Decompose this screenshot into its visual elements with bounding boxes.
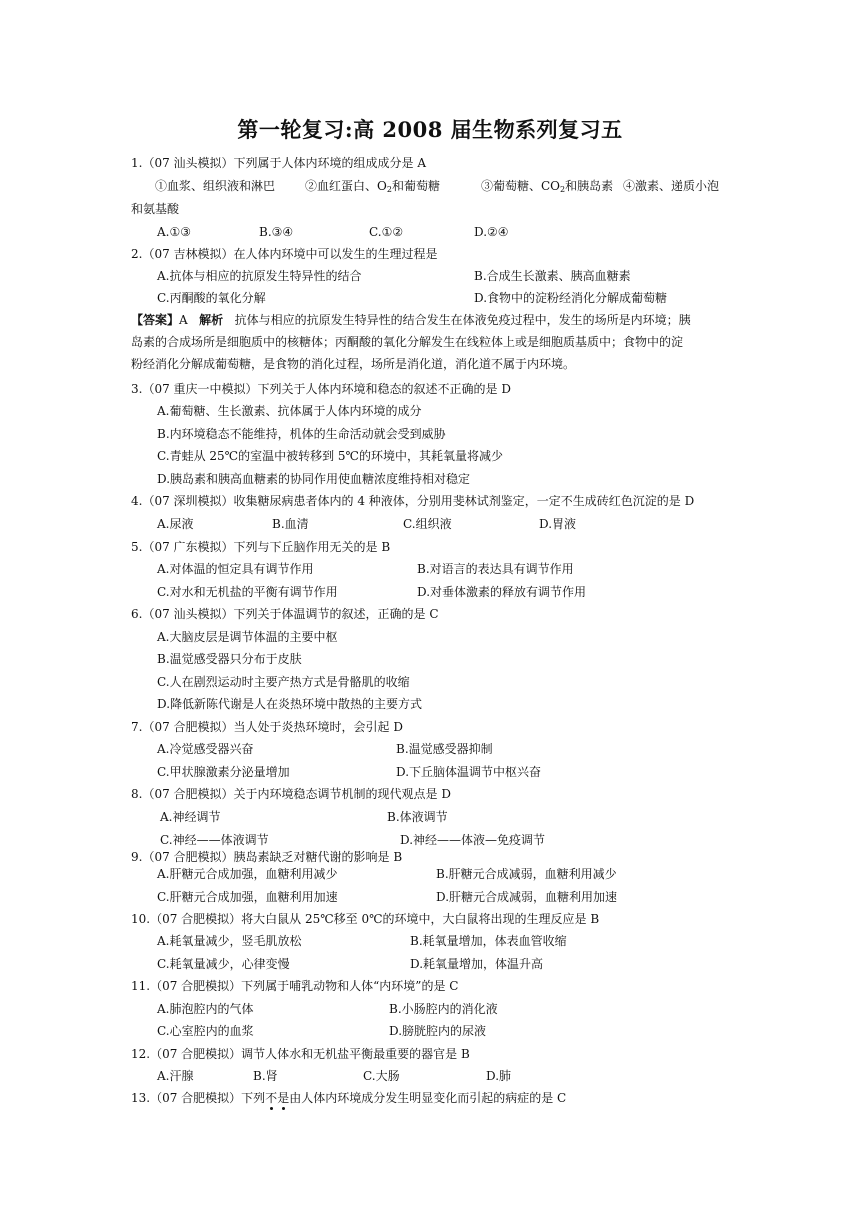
q5-stem: 5.（07 广东模拟）下列与下丘脑作用无关的是 B <box>131 540 391 554</box>
q9-choice-c: C.肝糖元合成加强，血糖利用加速 <box>157 890 338 904</box>
q6-choice-d: D.降低新陈代谢是人在炎热环境中散热的主要方式 <box>157 697 423 711</box>
q2-choice-b: B.合成生长激素、胰高血糖素 <box>474 269 631 283</box>
q2-stem: 2.（07 吉林模拟）在人体内环境中可以发生的生理过程是 <box>131 247 438 261</box>
q1-choice-a: A.①③ <box>157 225 191 239</box>
q1-choice-c: C.①② <box>369 225 404 239</box>
q12-stem: 12.（07 合肥模拟）调节人体水和无机盐平衡最重要的器官是 B <box>131 1047 470 1061</box>
q10-stem: 10.（07 合肥模拟）将大白鼠从 25℃移至 0℃的环境中，大白鼠将出现的生理反应是 B <box>131 912 600 926</box>
q7-stem: 7.（07 合肥模拟）当人处于炎热环境时，会引起 D <box>131 720 403 734</box>
q11-choice-d: D.膀胱腔内的尿液 <box>389 1024 487 1038</box>
q6-stem: 6.（07 汕头模拟）下列关于体温调节的叙述，正确的是 C <box>131 607 439 621</box>
q10-choice-c: C.耗氧量减少，心律变慢 <box>157 957 290 971</box>
q7-choice-d: D.下丘脑体温调节中枢兴奋 <box>396 765 542 779</box>
q8-choice-b: B.体液调节 <box>387 810 448 824</box>
q8-choice-c: C.神经——体液调节 <box>160 833 269 847</box>
q2-analysis-line-3: 粉经消化分解成葡萄糖，是食物的消化过程，场所是消化道，消化道不属于内环境。 <box>131 357 576 371</box>
q9-choice-b: B.肝糖元合成减弱，血糖利用减少 <box>436 867 617 881</box>
q6-choice-b: B.温觉感受器只分布于皮肤 <box>157 652 302 666</box>
q9-choice-d: D.肝糖元合成减弱，血糖利用加速 <box>436 890 618 904</box>
q3-choice-b: B.内环境稳态不能维持，机体的生命活动就会受到威胁 <box>157 427 446 441</box>
q8-stem: 8.（07 合肥模拟）关于内环境稳态调节机制的现代观点是 D <box>131 787 451 801</box>
emphasis-dot-1: 不 <box>265 1091 278 1105</box>
q9-choice-a: A.肝糖元合成加强，血糖利用减少 <box>157 867 338 881</box>
q5-choice-c: C.对水和无机盐的平衡有调节作用 <box>157 585 338 599</box>
q2-choice-d: D.食物中的淀粉经消化分解成葡萄糖 <box>474 291 668 305</box>
q2-choice-c: C.丙酮酸的氧化分解 <box>157 291 266 305</box>
page-title: 第一轮复习:高 2008 届生物系列复习五 <box>237 117 623 142</box>
q12-choice-c: C.大肠 <box>363 1069 400 1083</box>
q2-analysis-line-2: 岛素的合成场所是细胞质中的核糖体；丙酮酸的氧化分解发生在线粒体上或是细胞质基质中；食物中的淀 <box>131 335 684 349</box>
q3-choice-a: A.葡萄糖、生长激素、抗体属于人体内环境的成分 <box>157 404 422 418</box>
q3-choice-d: D.胰岛素和胰高血糖素的协同作用使血糖浓度维持相对稳定 <box>157 472 471 486</box>
q2-choice-a: A.抗体与相应的抗原发生特异性的结合 <box>157 269 362 283</box>
q3-choice-c: C.青蛙从 25℃的室温中被转移到 5℃的环境中，其耗氧量将减少 <box>157 449 503 463</box>
q6-choice-c: C.人在剧烈运动时主要产热方式是骨骼肌的收缩 <box>157 675 410 689</box>
q4-choice-c: C.组织液 <box>403 517 452 531</box>
q1-option-1: ①血浆、组织液和淋巴 <box>155 179 276 193</box>
q6-choice-a: A.大脑皮层是调节体温的主要中枢 <box>157 630 338 644</box>
q1-option-2: ②血红蛋白、$O_2$和葡萄糖 <box>305 179 440 194</box>
q7-choice-a: A.冷觉感受器兴奋 <box>157 742 254 756</box>
q11-choice-a: A.肺泡腔内的气体 <box>157 1002 254 1016</box>
q11-choice-c: C.心室腔内的血浆 <box>157 1024 254 1038</box>
q9-stem: 9.（07 合肥模拟）胰岛素缺乏对糖代谢的影响是 B <box>131 850 403 864</box>
q12-choice-a: A.汗腺 <box>157 1069 194 1083</box>
q5-choice-a: A.对体温的恒定具有调节作用 <box>157 562 314 576</box>
q5-choice-b: B.对语言的表达具有调节作用 <box>417 562 574 576</box>
q1-option-3: ③葡萄糖、$CO_2$和胰岛素 <box>481 179 614 194</box>
q4-choice-d: D.胃液 <box>539 517 577 531</box>
q1-choice-b: B.③④ <box>259 225 294 239</box>
q11-stem: 11.（07 合肥模拟）下列属于哺乳动物和人体“内环境”的是 C <box>131 979 459 993</box>
q8-choice-a: A.神经调节 <box>160 810 221 824</box>
q1-choice-d: D.②④ <box>474 225 509 239</box>
q8-choice-d: D.神经——体液—免疫调节 <box>400 833 546 847</box>
q4-stem: 4.（07 深圳模拟）收集糖尿病患者体内的 4 种液体，分别用斐林试剂鉴定，一定不生成砖红色沉淀的是 D <box>131 494 695 508</box>
q1-option-4: ④激素、递质小泡 <box>623 179 720 193</box>
emphasis-dot-2: 是 <box>277 1091 290 1105</box>
q5-choice-d: D.对垂体激素的释放有调节作用 <box>417 585 587 599</box>
q7-choice-c: C.甲状腺激素分泌量增加 <box>157 765 290 779</box>
q3-stem: 3.（07 重庆一中模拟）下列关于人体内环境和稳态的叙述不正确的是 D <box>131 382 511 396</box>
q7-choice-b: B.温觉感受器抑制 <box>396 742 493 756</box>
q10-choice-b: B.耗氧量增加，体表血管收缩 <box>410 934 567 948</box>
q2-analysis-line-1: 【答案】A 解析 抗体与相应的抗原发生特异性的结合发生在体液免疫过程中，发生的场所是内环境；胰 <box>131 313 691 327</box>
q4-choice-b: B.血清 <box>272 517 309 531</box>
q10-choice-d: D.耗氧量增加，体温升高 <box>410 957 544 971</box>
q10-choice-a: A.耗氧量减少，竖毛肌放松 <box>157 934 302 948</box>
q12-choice-b: B.肾 <box>253 1069 278 1083</box>
q4-choice-a: A.尿液 <box>157 517 194 531</box>
q13-stem: 13.（07 合肥模拟）下列不是由人体内环境成分发生明显变化而引起的病症的是 C <box>131 1091 567 1105</box>
q1-option-4-continued: 和氨基酸 <box>131 202 180 216</box>
q12-choice-d: D.肺 <box>486 1069 512 1083</box>
q11-choice-b: B.小肠腔内的消化液 <box>389 1002 498 1016</box>
q1-stem: 1.（07 汕头模拟）下列属于人体内环境的组成成分是 A <box>131 156 427 170</box>
